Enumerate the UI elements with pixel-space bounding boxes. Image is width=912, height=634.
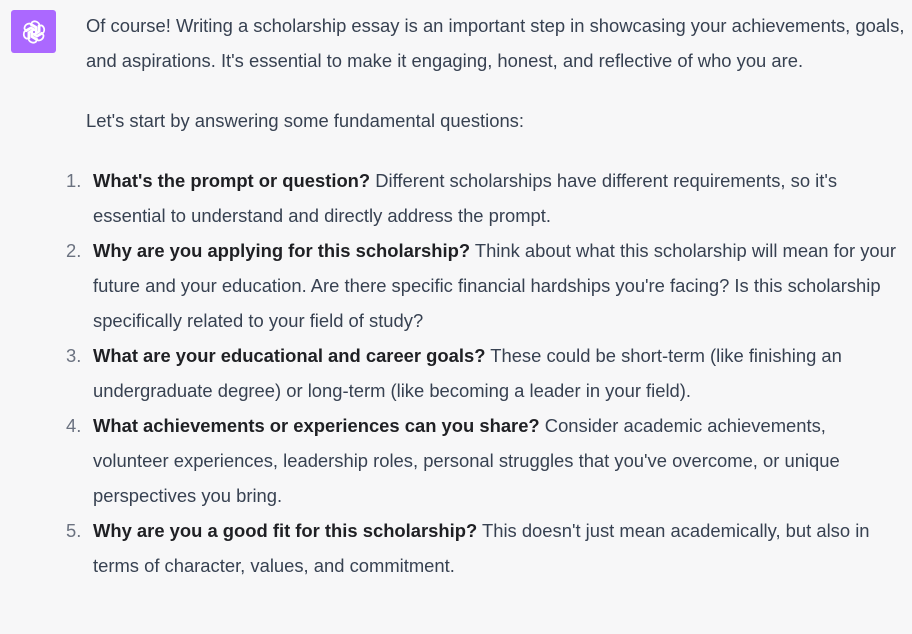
openai-logo-icon — [20, 18, 48, 46]
list-item — [0, 408, 906, 513]
list-item-heading: What's the prompt or question? — [93, 170, 371, 191]
questions-list — [0, 163, 896, 583]
list-item-text: Different scholarships have different requirements, so it's essential to understand and directly address the prompt. — [93, 170, 838, 226]
list-item — [0, 163, 906, 233]
list-item-text: These could be short-term (like finishing an undergraduate degree) or long-term (like becoming a leader in your field). — [93, 345, 842, 401]
list-item-text: Think about what this scholarship will mean for your future and your education. Are there specific financial hardships you're facing? Is this scholarship specifically related to your field of study? — [93, 240, 896, 331]
list-item-number: 5. — [66, 520, 82, 541]
list-item — [0, 338, 906, 408]
list-item-text: Consider academic achievements, volunteer experiences, leadership roles, personal struggles that you've overcome, or unique perspectives you bring. — [93, 415, 840, 506]
list-item-heading: What achievements or experiences can you share? — [93, 415, 540, 436]
message-content — [66, 8, 908, 583]
list-item-text: This doesn't just mean academically, but also in terms of character, values, and commitment. — [93, 520, 870, 576]
intro-paragraph: Of course! Writing a scholarship essay is an important step in showcasing your achievements, goals, and aspirations. It's essential to make it engaging, honest, and reflective of who you are. — [86, 15, 905, 71]
list-item-heading: Why are you applying for this scholarship? — [93, 240, 471, 261]
list-item-heading: Why are you a good fit for this scholarship? — [93, 520, 478, 541]
list-item — [0, 513, 906, 583]
list-item-number: 1. — [66, 170, 82, 191]
lead-paragraph: Let's start by answering some fundamental questions: — [86, 110, 524, 131]
list-item-number: 4. — [66, 415, 82, 436]
list-item-number: 2. — [66, 240, 82, 261]
assistant-avatar — [11, 10, 56, 53]
list-item-heading: What are your educational and career goals? — [93, 345, 486, 366]
list-item-number: 3. — [66, 345, 82, 366]
list-item — [0, 233, 906, 338]
